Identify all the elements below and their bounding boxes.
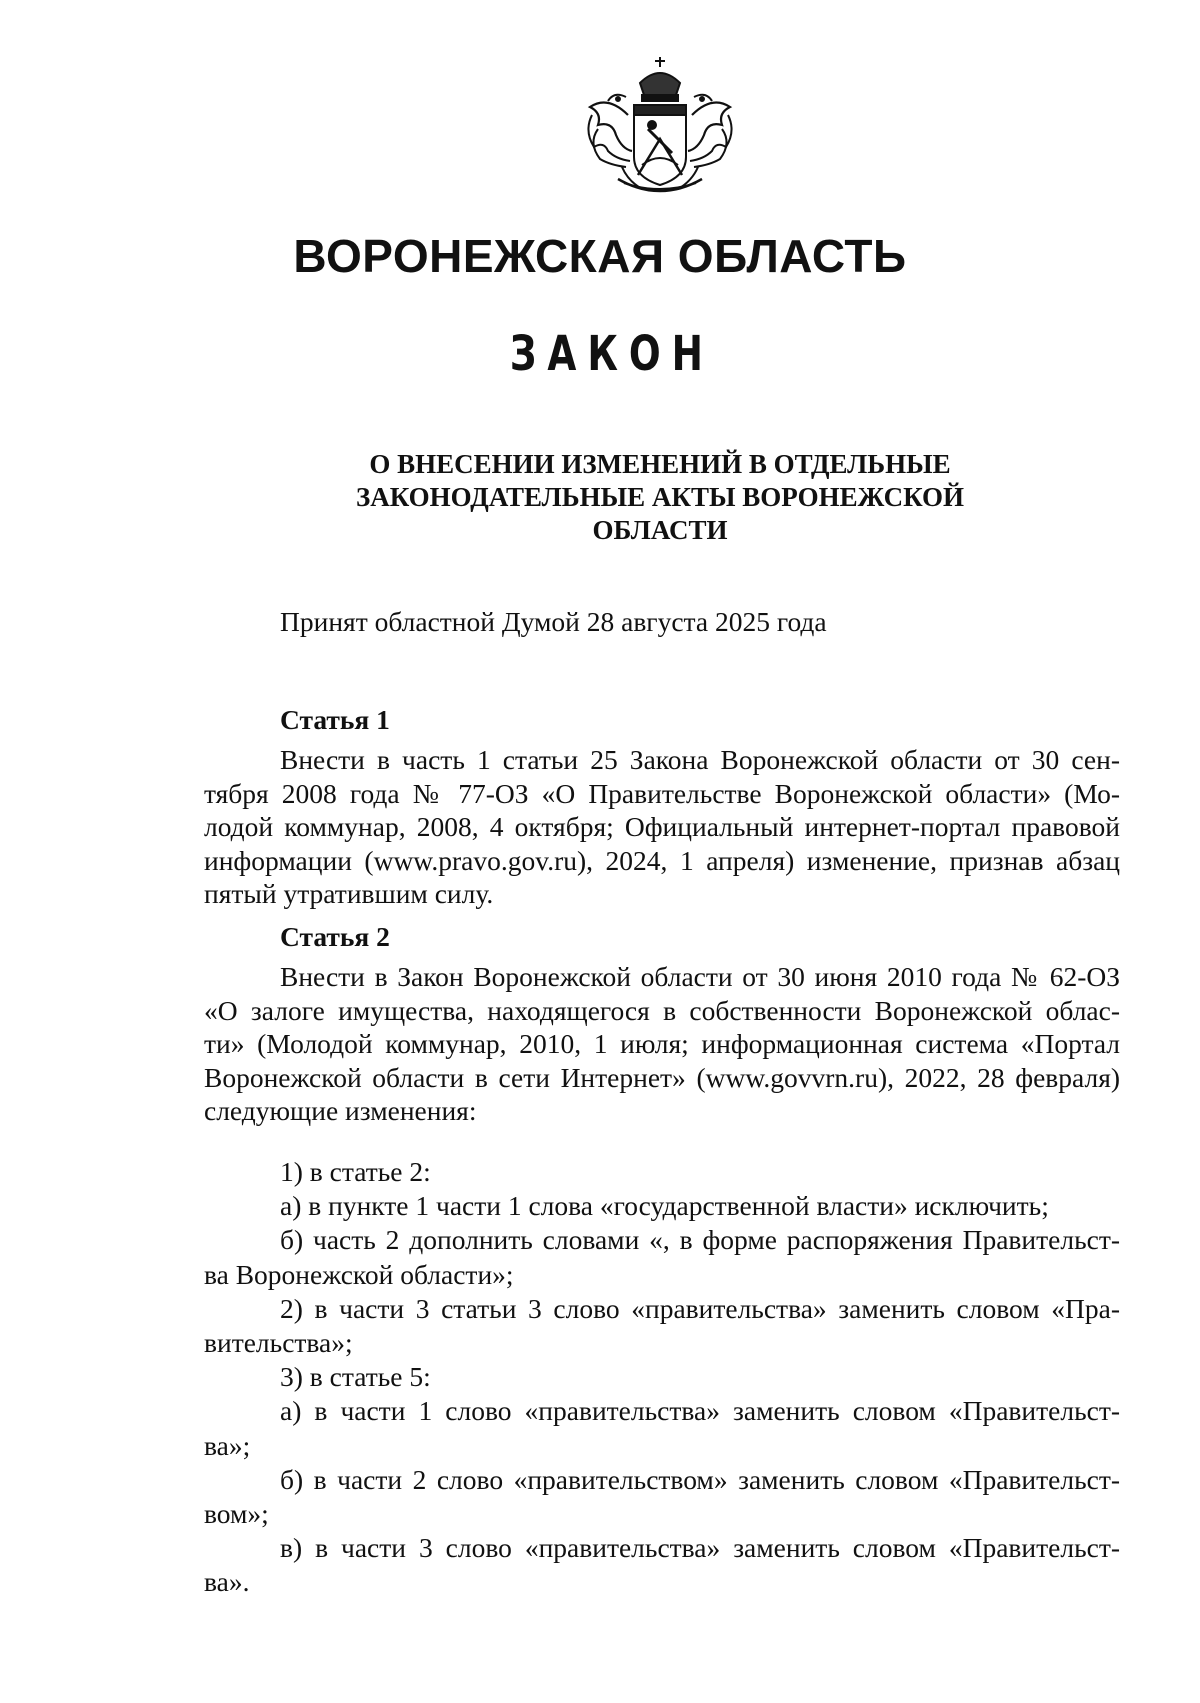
list-item-continuation: вом»; — [204, 1497, 269, 1529]
article-1-text — [204, 743, 1120, 911]
list-item: в) в части 3 слово «правительства» заменить словом «Правительст- — [280, 1532, 1120, 1564]
list-item: б) часть 2 дополнить словами «, в форме распоряжения Правительст- — [280, 1224, 1120, 1256]
text-line: Воронежской области в сети Интернет» (www.govvrn.ru), 2022, 28 февраля) — [204, 1061, 1120, 1093]
text-line: Внести в Закон Воронежской области от 30 июня 2010 года № 62-ОЗ — [280, 961, 1120, 992]
list-item: а) в части 1 слово «правительства» заменить словом «Правительст- — [280, 1395, 1120, 1427]
document-type-title: ЗАКОН — [509, 326, 714, 382]
text-line: тября 2008 года № 77-ОЗ «О Правительстве Воронежской области» (Мо- — [204, 777, 1120, 809]
law-title — [300, 448, 1020, 547]
region-title: ВОРОНЕЖСКАЯ ОБЛАСТЬ — [293, 230, 907, 282]
list-item-continuation: ва»; — [204, 1429, 251, 1461]
text-line: ти» (Молодой коммунар, 2010, 1 июля; информационная система «Портал — [204, 1028, 1120, 1060]
list-item: а) в пункте 1 части 1 слова «государственной власти» исключить; — [280, 1190, 1049, 1222]
text-line: следующие изменения: — [204, 1095, 477, 1127]
text-line: информации (www.pravo.gov.ru), 2024, 1 апреля) изменение, признав абзац — [204, 844, 1120, 876]
text-line: пятый утратившим силу. — [204, 878, 494, 910]
text-line: лодой коммунар, 2008, 4 октября; Официальный интернет-портал правовой — [204, 811, 1120, 843]
law-title-line: О ВНЕСЕНИИ ИЗМЕНЕНИЙ В ОТДЕЛЬНЫЕ — [369, 449, 951, 479]
law-title-line: ЗАКОНОДАТЕЛЬНЫЕ АКТЫ ВОРОНЕЖСКОЙ — [355, 482, 965, 512]
coat-of-arms-emblem — [578, 55, 742, 203]
list-item: б) в части 2 слово «правительством» заменить словом «Правительст- — [280, 1463, 1120, 1495]
list-item: 1) в статье 2: — [280, 1156, 431, 1187]
text-line: «О залоге имущества, находящегося в собственности Воронежской облас- — [204, 994, 1120, 1026]
law-title-line: ОБЛАСТИ — [592, 515, 728, 545]
list-item: 2) в части 3 статьи 3 слово «правительства» заменить словом «Пра- — [280, 1292, 1120, 1324]
article-2-heading: Статья 2 — [280, 921, 390, 952]
list-item-continuation: ва». — [204, 1566, 250, 1598]
article-1-heading: Статья 1 — [280, 704, 390, 735]
list-item-continuation: ва Воронежской области»; — [204, 1258, 514, 1290]
list-item: 3) в статье 5: — [280, 1361, 431, 1393]
article-2-amendments-list — [204, 1155, 1120, 1599]
text-line: Внести в часть 1 статьи 25 Закона Воронежской области от 30 сен- — [280, 744, 1120, 775]
adoption-date-line: Принят областной Думой 28 августа 2025 года — [280, 606, 827, 637]
list-item-continuation: вительства»; — [204, 1326, 353, 1358]
article-2-text — [204, 960, 1120, 1128]
